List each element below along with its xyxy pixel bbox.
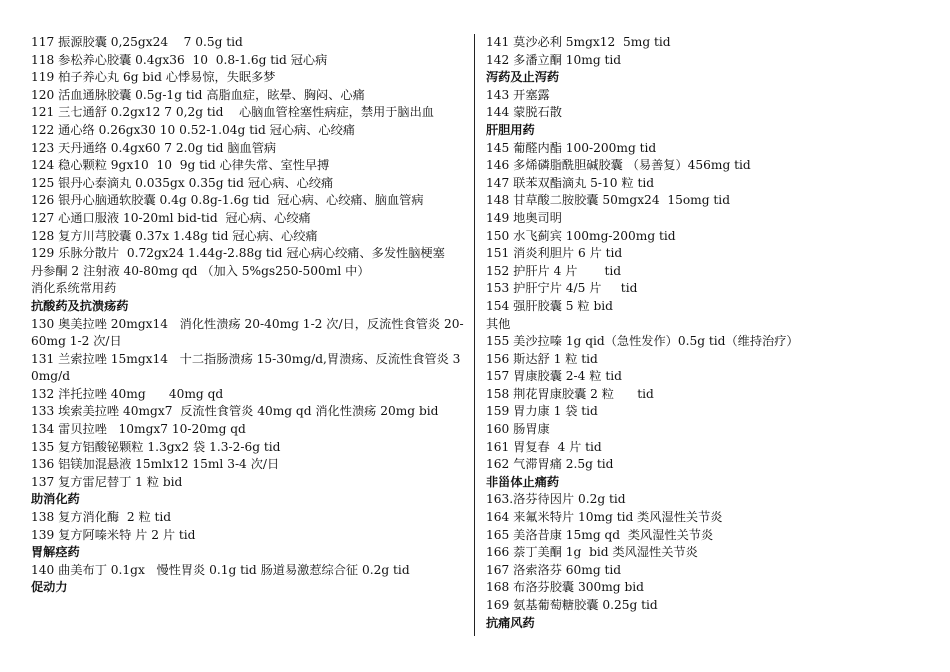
drug-entry: 144 蒙脱石散 bbox=[486, 105, 562, 120]
drug-entry: 134 雷贝拉唑 10mgx7 10-20mg qd bbox=[31, 422, 246, 437]
drug-entry: 147 联苯双酯滴丸 5-10 粒 tid bbox=[486, 175, 655, 190]
drug-entry: 其他 bbox=[486, 316, 511, 331]
drug-entry: 141 莫沙必利 5mgx12 5mg tid bbox=[486, 35, 671, 49]
column-divider bbox=[474, 34, 475, 636]
drug-entry: 139 复方阿嗪米特 片 2 片 tid bbox=[31, 527, 196, 542]
drug-entry: 143 开塞露 bbox=[486, 87, 550, 102]
drug-entry: 消化系统常用药 bbox=[31, 281, 117, 296]
drug-entry: 132 泮托拉唑 40mg 40mg qd bbox=[31, 386, 224, 401]
drug-entry: 153 护肝宁片 4/5 片 tid bbox=[486, 281, 638, 296]
drug-entry: 156 斯达舒 1 粒 tid bbox=[486, 351, 598, 366]
drug-entry: 129 乐脉分散片 0.72gx24 1.44g-2.88g tid 冠心病心绞痛、多发性脑梗塞 bbox=[31, 246, 445, 261]
drug-entry: 164 来氟米特片 10mg tid 类风湿性关节炎 bbox=[486, 510, 723, 525]
drug-entry: 150 水飞蓟宾 100mg-200mg tid bbox=[486, 228, 676, 243]
drug-entry: 126 银丹心脑通软胶囊 0.4g 0.8g-1.6g tid 冠心病、心绞痛、脑血管病 bbox=[31, 193, 424, 208]
section-heading: 胃解痉药 bbox=[31, 545, 80, 560]
drug-entry: 117 振源胶囊 0,25gx24 7 0.5g tid bbox=[31, 35, 243, 49]
drug-entry: 120 活血通脉胶囊 0.5g-1g tid 高脂血症，眩晕、胸闷、心痛 bbox=[31, 87, 365, 102]
drug-entry: 161 胃复春 4 片 tid bbox=[486, 439, 602, 454]
drug-entry: 121 三七通舒 0.2gx12 7 0,2g tid 心脑血管栓塞性病症，禁用于脑出血 bbox=[31, 105, 434, 120]
drug-entry: 118 参松养心胶囊 0.4gx36 10 0.8-1.6g tid 冠心病 bbox=[31, 52, 328, 67]
drug-entry: 145 葡醛内酯 100-200mg tid bbox=[486, 140, 657, 155]
drug-entry: 138 复方消化酶 2 粒 tid bbox=[31, 510, 172, 525]
section-heading: 抗酸药及抗溃疡药 bbox=[31, 298, 129, 313]
drug-entry: 123 天丹通络 0.4gx60 7 2.0g tid 脑血管病 bbox=[31, 140, 277, 155]
section-heading: 非甾体止痛药 bbox=[486, 474, 560, 489]
drug-entry: 140 曲美布丁 0.1gx 慢性胃炎 0.1g tid 肠道易激惹综合征 0.2g tid bbox=[31, 562, 410, 577]
section-heading: 助消化药 bbox=[31, 492, 80, 507]
drug-entry: 166 萘丁美酮 1g bid 类风湿性关节炎 bbox=[486, 545, 698, 560]
drug-entry: 160 肠胃康 bbox=[486, 422, 550, 437]
section-heading: 肝胆用药 bbox=[486, 122, 535, 137]
drug-entry: 133 埃索美拉唑 40mgx7 反流性食管炎 40mg qd 消化性溃疡 20mg bid bbox=[31, 404, 439, 419]
drug-entry: 128 复方川芎胶囊 0.37x 1.48g tid 冠心病、心绞痛 bbox=[31, 228, 318, 243]
section-heading: 泻药及止泻药 bbox=[486, 70, 560, 85]
drug-entry: 136 铝镁加混悬液 15mlx12 15ml 3-4 次/日 bbox=[31, 457, 280, 472]
drug-entry: 165 美洛昔康 15mg qd 类风湿性关节炎 bbox=[486, 527, 714, 542]
section-heading: 抗痛风药 bbox=[486, 615, 535, 630]
drug-entry: 148 甘草酸二胺胶囊 50mgx24 15omg tid bbox=[486, 193, 730, 208]
drug-entry: 122 通心络 0.26gx30 10 0.52-1.04g tid 冠心病、心绞痛 bbox=[31, 122, 355, 137]
drug-entry: 119 柏子养心丸 6g bid 心悸易惊，失眠多梦 bbox=[31, 70, 276, 85]
drug-entry: 丹参酮 2 注射液 40-80mg qd （加入 5%gs250-500ml 中） bbox=[31, 263, 370, 278]
drug-entry: 163.洛芬待因片 0.2g tid bbox=[486, 492, 626, 507]
drug-entry: 146 多烯磷脂酰胆碱胶囊 （易善复）456mg tid bbox=[486, 158, 751, 173]
section-heading: 促动力 bbox=[31, 580, 68, 595]
drug-entry: 151 消炎利胆片 6 片 tid bbox=[486, 246, 623, 261]
right-column bbox=[486, 34, 926, 632]
drug-entry: 159 胃力康 1 袋 tid bbox=[486, 404, 598, 419]
drug-entry: 157 胃康胶囊 2-4 粒 tid bbox=[486, 369, 622, 384]
drug-entry: 167 洛索洛芬 60mg tid bbox=[486, 562, 622, 577]
drug-entry: 152 护肝片 4 片 tid bbox=[486, 263, 622, 278]
drug-entry: 125 银丹心泰滴丸 0.035gx 0.35g tid 冠心病、心绞痛 bbox=[31, 175, 334, 190]
drug-entry: 162 气滞胃痛 2.5g tid bbox=[486, 457, 614, 472]
drug-entry: 158 荆花胃康胶囊 2 粒 tid bbox=[486, 386, 654, 401]
drug-entry: 155 美沙拉嗪 1g qid（急性发作）0.5g tid（维持治疗） bbox=[486, 334, 799, 349]
drug-entry: 135 复方铝酸铋颗粒 1.3gx2 袋 1.3-2-6g tid bbox=[31, 439, 281, 454]
drug-entry: 154 强肝胶囊 5 粒 bid bbox=[486, 298, 613, 313]
drug-entry: 169 氨基葡萄糖胶囊 0.25g tid bbox=[486, 598, 658, 612]
drug-entry: 124 稳心颗粒 9gx10 10 9g tid 心律失常、室性早搏 bbox=[31, 158, 330, 173]
drug-entry: 127 心通口服液 10-20ml bid-tid 冠心病、心绞痛 bbox=[31, 210, 311, 225]
drug-entry: 137 复方雷尼替丁 1 粒 bid bbox=[31, 474, 183, 489]
drug-entry: 142 多潘立酮 10mg tid bbox=[486, 52, 622, 67]
drug-entry: 149 地奥司明 bbox=[486, 210, 562, 225]
drug-entry: 131 兰索拉唑 15mgx14 十二指肠溃疡 15-30mg/d,胃溃疡、反流性食管炎 30mg/d bbox=[31, 351, 461, 384]
left-column bbox=[31, 34, 467, 597]
drug-entry: 168 布洛芬胶囊 300mg bid bbox=[486, 580, 644, 595]
drug-entry: 130 奥美拉唑 20mgx14 消化性溃疡 20-40mg 1-2 次/日，反流性食管炎 20-60mg 1-2 次/日 bbox=[31, 316, 464, 349]
